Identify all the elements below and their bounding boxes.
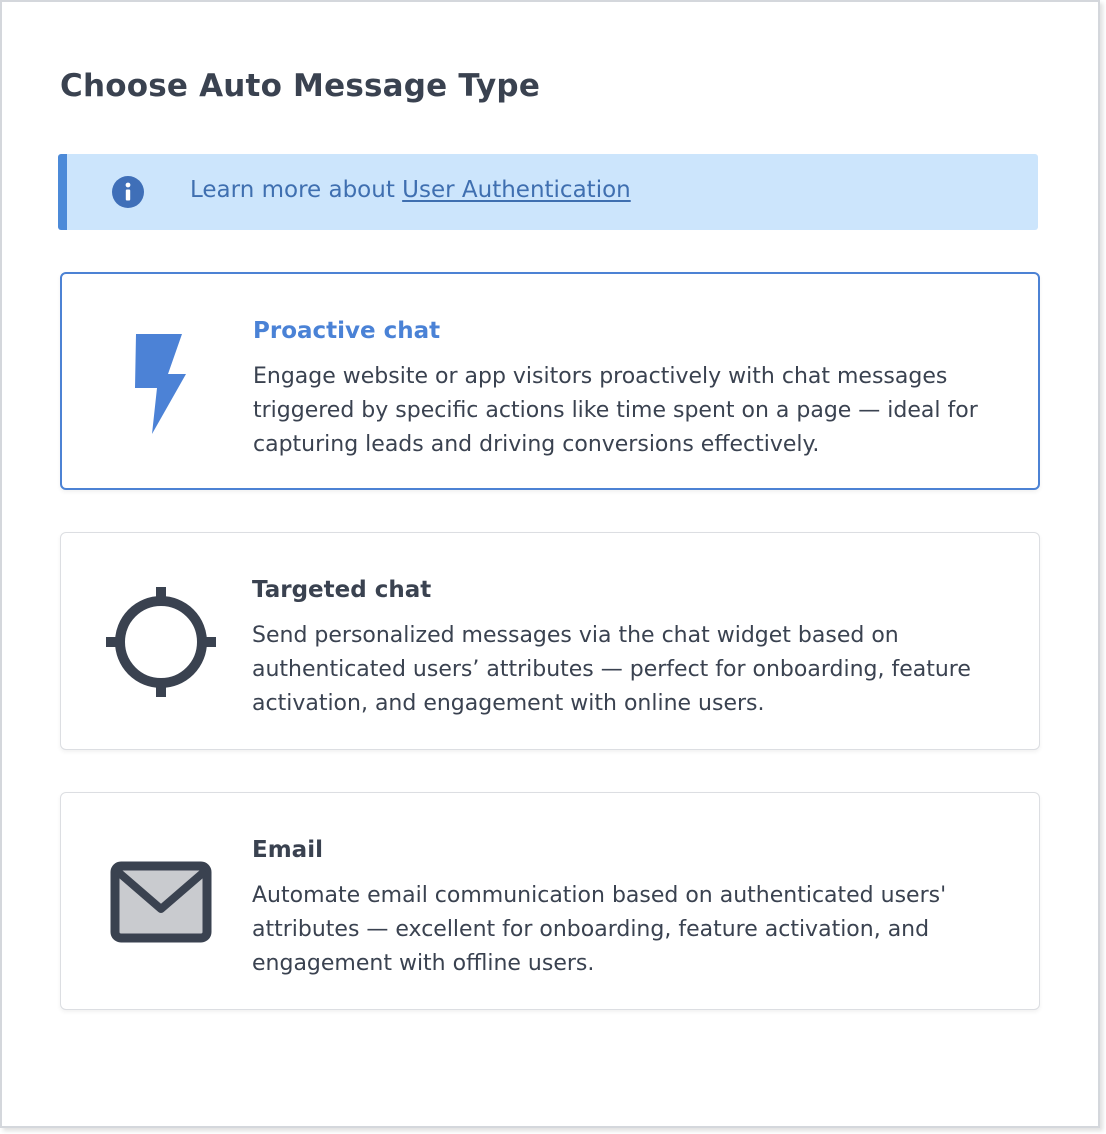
option-description: Engage website or app visitors proactively with chat messages triggered by specific actions like time spent on a page — ideal for capturing leads and driving conversions effectively.: [253, 364, 978, 457]
option-description: Send personalized messages via the chat widget based on authenticated users’ attributes — perfect for onboarding, feature activation, and engagement with online users.: [252, 623, 971, 716]
option-title: Email: [252, 837, 323, 863]
info-text-prefix: Learn more about: [190, 177, 403, 203]
option-card-email[interactable]: [60, 792, 1040, 1010]
info-text: [190, 177, 631, 203]
crosshair-target-icon: [101, 587, 221, 697]
option-card-proactive-chat[interactable]: [60, 272, 1040, 490]
lightning-bolt-icon: [102, 328, 222, 438]
option-title: Targeted chat: [252, 577, 432, 603]
page-title: Choose Auto Message Type: [60, 68, 541, 104]
info-icon: [112, 176, 144, 208]
option-title: Proactive chat: [253, 318, 441, 344]
option-card-targeted-chat[interactable]: [60, 532, 1040, 750]
envelope-icon: [101, 847, 221, 957]
info-banner: [58, 154, 1038, 230]
user-authentication-link[interactable]: User Authentication: [402, 177, 631, 203]
option-description: Automate email communication based on authenticated users' attributes — excellent for onboarding, feature activation, and engagement with offline users.: [252, 883, 947, 976]
